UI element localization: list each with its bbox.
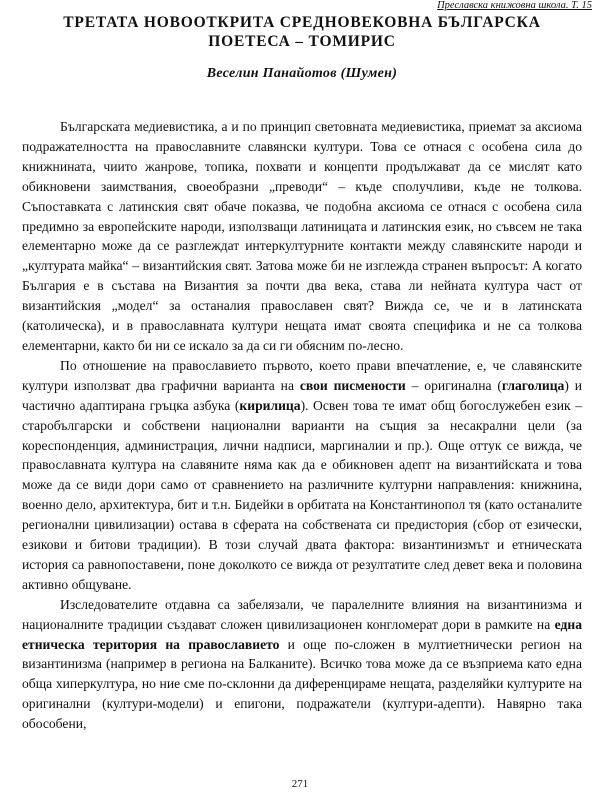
- paragraph-text: Изследователите отдавна са забелязали, че паралелните влияния на византинизма и националните традиции създават сложен цивилизационен конгломерат дори в рамките на: [22, 596, 582, 632]
- paragraph-text: ) и частично адаптирана гръцка азбука (: [22, 377, 582, 413]
- paragraph-text: По отношение на православието първото, което прави впечатление, е, че славянските култури използват два графични варианта на: [22, 357, 582, 393]
- bold-term-own-scripts: свои писмености: [299, 377, 406, 393]
- page-number: 271: [291, 778, 309, 790]
- paragraph-2: [22, 356, 582, 595]
- paragraph-text: и още по-сложен в мултиетнически регион на византинизма (например в региона на Балканите). Всичко това може да се възприема като една обща хиперкултура, но ние сме по-склонни да диференцираме нещата, разделяйки културите на оригинални (култури-модели) и епигони, подражатели (култури-адепти). Навярно така обособени,: [22, 636, 582, 732]
- paragraph-text: Българската медиевистика, а и по принцип световната медиевистика, приемат за аксиома подражателността на православните славянски култури. Това се отнася с особена сила до книжнината, чиито жанрове, топика, похвати и концепти продължават да се мислят като обикновени заимствания, своеобразни „преводи“ – къде сполучливи, къде не толкова. Съпоставката с латинския свят обаче показва, че подобна аксиома се отнася с особена сила предимно за европейските народи, използващи латиницата и латинския език, но съвсем не така елементарно може да се разглеждат интеркултурните контакти между славянските народи и „културата майка“ – византийския свят. Затова може би не изглежда странен въпросът: А когато България е в състава на Византия за почти два века, става ли нейната култура част от византийския „модел“ за останалия православен свят? Виждa се, че и в латинската (католическа), и в православната култури нещата имат своята специфика и не са толкова елементарни, както би ни се искало за да си ги обясним по-лесно.: [22, 119, 582, 353]
- paragraph-text: – оригинална (: [405, 377, 502, 393]
- paragraph-3: [22, 595, 582, 734]
- bold-term-cyrillic: кирилица: [239, 397, 301, 413]
- article-title-line-1: ТРЕТАТА НОВООТКРИТА СРЕДНОВЕКОВНА БЪЛГАРСКА: [63, 14, 541, 31]
- paragraph-1: [22, 117, 582, 356]
- article-body: [22, 117, 582, 734]
- article-title-line-2: ПОЕТЕСА – ТОМИРИС: [208, 33, 396, 50]
- paragraph-text: ). Освен това те имат общ богослужебен език – старобългарски и собствени национални варианти на същия за несакрални цели (за кореспонденция, администрация, лични надписи, маргиналии и пр.). Още оттук се вижда, че православната култура на славяните няма как да е обикновен адепт на византийската и това може да се види дори само от сравнението на различните културни направления: книжнина, военно дело, архитектура, бит и т.н. Бидейки в орбитата на Константинопол тя (като останалите регионални цивилизации) остава в сферата на собствената си предистория (сбор от езически, езикови и битови традиции). В този случай двата фактора: византинизмът и етническата история са равнопоставени, поне доколкото се вижда от резултатите след девет века и половина активно общуване.: [22, 397, 582, 592]
- running-head: Преславска книжовна школа. Т. 15: [437, 0, 592, 11]
- article-author: Веселин Панайотов (Шумен): [206, 66, 398, 81]
- bold-term-ethnic-territory: една етническа територия на православието: [22, 616, 582, 652]
- bold-term-glagolitic: глаголица: [501, 377, 565, 393]
